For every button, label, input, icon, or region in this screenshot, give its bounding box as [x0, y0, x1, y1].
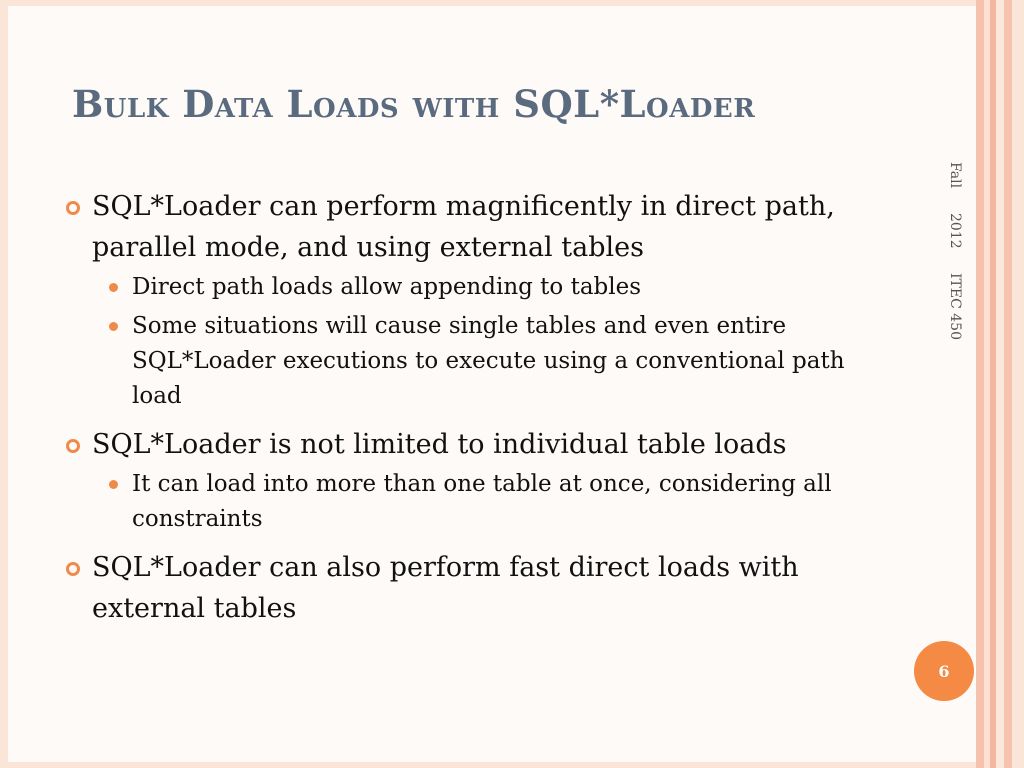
slide-body	[64, 186, 874, 631]
right-stripe	[996, 0, 1004, 768]
bullet-item	[64, 186, 874, 268]
bullet-item	[64, 547, 874, 629]
right-stripe	[1012, 0, 1024, 768]
bullet-text: SQL*Loader can perform magnificently in direct path, parallel mode, and using external tables	[92, 191, 835, 263]
top-border	[0, 0, 1024, 6]
left-border	[0, 0, 8, 768]
bullet-item	[64, 424, 874, 465]
footer-year: 2012	[947, 212, 963, 249]
footer-course: ITEC 450	[947, 272, 963, 340]
bottom-border	[0, 762, 1024, 768]
bullet-text: SQL*Loader can also perform fast direct loads with external tables	[92, 552, 799, 624]
bullet-text: SQL*Loader is not limited to individual table loads	[92, 429, 787, 460]
right-stripe	[1004, 0, 1012, 768]
page-number-badge	[914, 641, 974, 701]
right-stripe	[976, 0, 984, 768]
sub-bullet-text: It can load into more than one table at once, considering all constraints	[132, 471, 832, 532]
dot-bullet-icon	[109, 480, 118, 489]
dot-bullet-icon	[109, 283, 118, 292]
sub-bullet-item	[64, 467, 874, 537]
ring-bullet-icon	[66, 562, 80, 576]
slide-title: Bulk Data Loads with SQL*Loader	[72, 82, 756, 126]
sub-bullet-item	[64, 270, 874, 305]
dot-bullet-icon	[109, 322, 118, 331]
ring-bullet-icon	[66, 201, 80, 215]
footer-vertical	[947, 162, 963, 360]
sub-bullet-text: Direct path loads allow appending to tables	[132, 274, 642, 300]
sub-bullet-text: Some situations will cause single tables and even entire SQL*Loader executions to execute using a conventional path load	[132, 313, 845, 409]
footer-term: Fall	[947, 162, 963, 189]
sub-bullet-item	[64, 309, 874, 414]
page-number: 6	[938, 661, 950, 681]
ring-bullet-icon	[66, 439, 80, 453]
